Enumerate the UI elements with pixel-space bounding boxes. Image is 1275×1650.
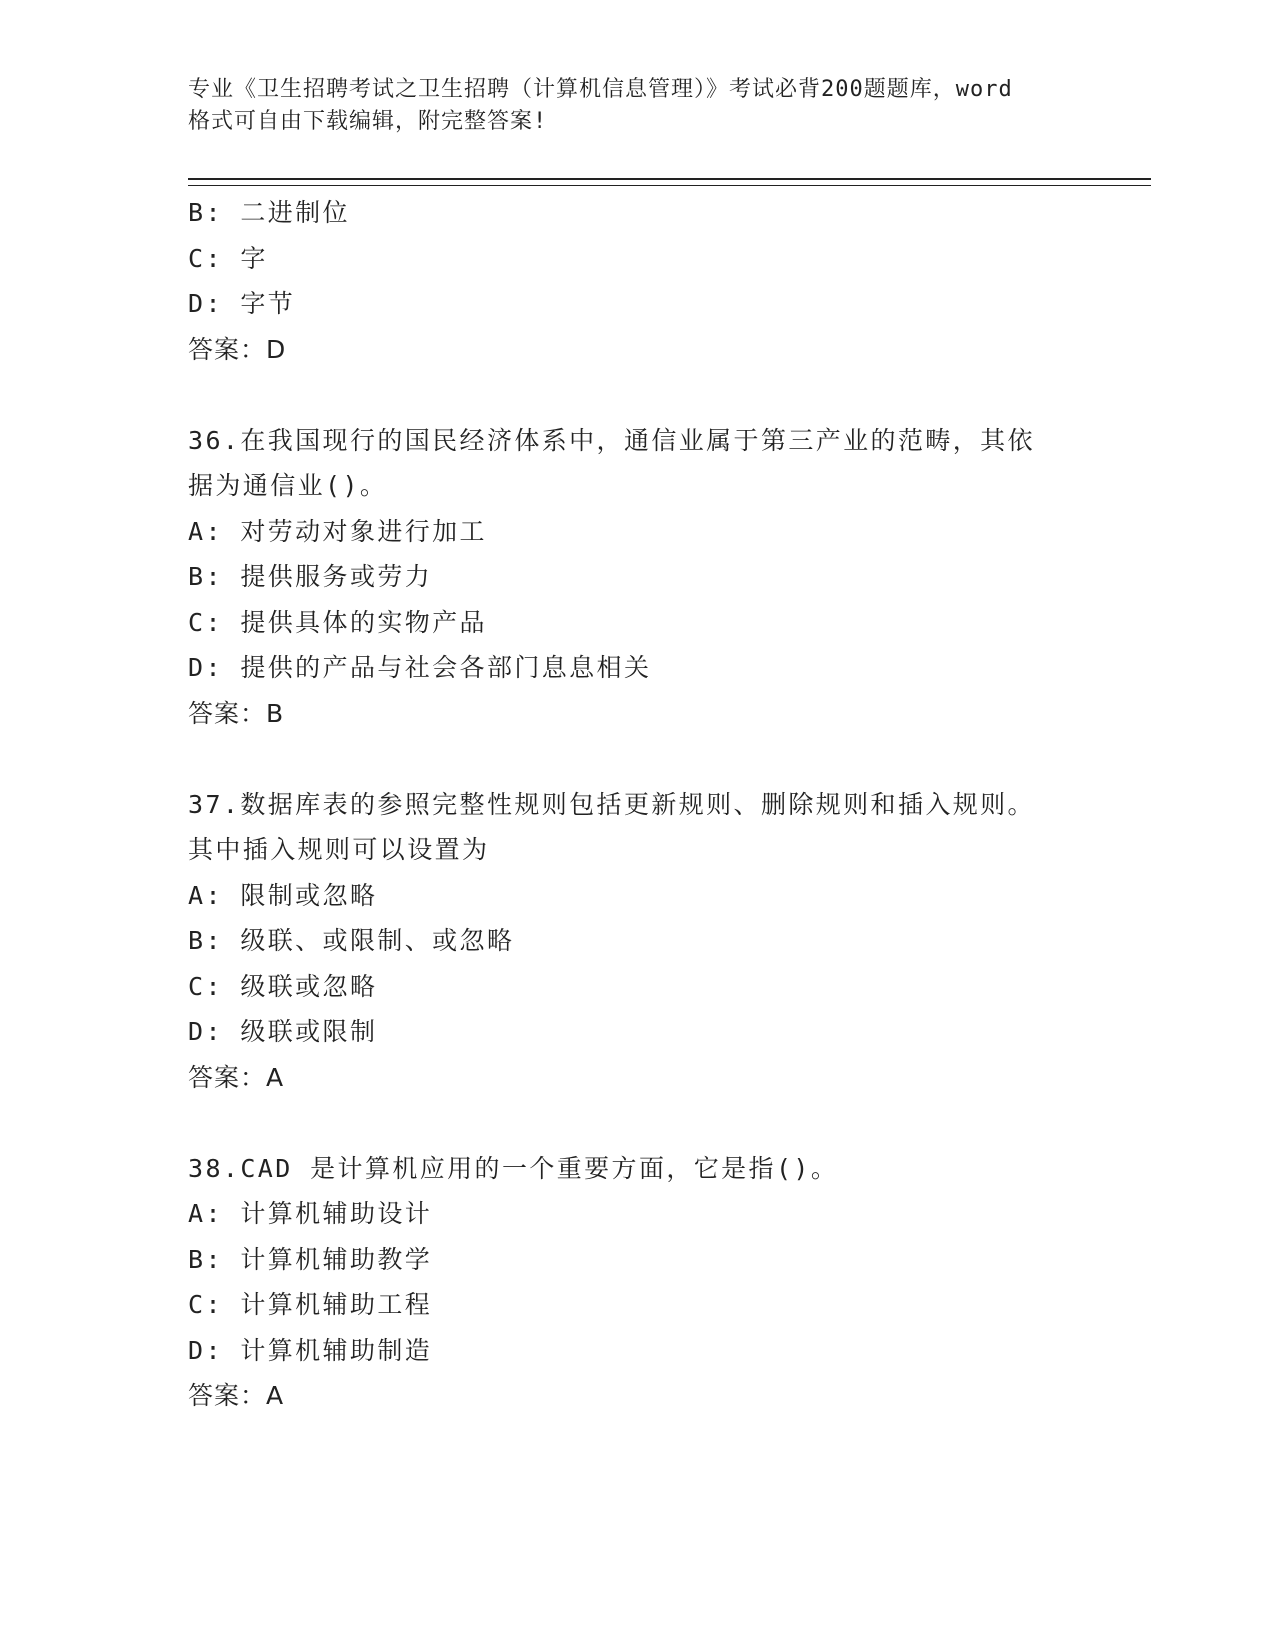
- option-b: B: 计算机辅助教学: [188, 1244, 433, 1274]
- answer: 答案：B: [188, 698, 285, 728]
- spacer: [188, 1100, 1088, 1146]
- header-divider: [188, 178, 1151, 186]
- header-title-line-2: 格式可自由下载编辑，附完整答案!: [188, 109, 548, 134]
- previous-question-tail: [188, 190, 1088, 372]
- answer: 答案：A: [188, 1062, 285, 1092]
- question-text-line: 38.CAD 是计算机应用的一个重要方面，它是指()。: [188, 1153, 839, 1183]
- answer: 答案：A: [188, 1381, 285, 1410]
- option-a: A: 限制或忽略: [188, 880, 378, 910]
- answer: 答案：D: [188, 334, 287, 364]
- option-d: D: 提供的产品与社会各部门息息相关: [188, 653, 652, 682]
- option-b: B: 提供服务或劳力: [188, 562, 433, 591]
- question-36: [188, 418, 1088, 737]
- question-text-line: 据为通信业()。: [188, 471, 388, 500]
- option-c: C: 提供具体的实物产品: [188, 607, 487, 637]
- spacer: [188, 372, 1088, 418]
- option-c: C: 计算机辅助工程: [188, 1290, 433, 1319]
- option-c: C: 字: [188, 243, 268, 273]
- option-d: D: 字节: [188, 289, 296, 318]
- question-38: [188, 1146, 1088, 1419]
- page-header: [188, 74, 1088, 138]
- question-text-line: 其中插入规则可以设置为: [188, 835, 490, 864]
- option-d: D: 级联或限制: [188, 1017, 378, 1046]
- option-b: B: 级联、或限制、或忽略: [188, 926, 515, 955]
- option-b: B: 二进制位: [188, 198, 350, 227]
- spacer: [188, 736, 1088, 782]
- question-text-line: 36.在我国现行的国民经济体系中，通信业属于第三产业的范畴，其依: [188, 425, 1035, 455]
- option-a: A: 对劳动对象进行加工: [188, 516, 487, 546]
- question-content: [188, 190, 1088, 1419]
- question-37: [188, 782, 1088, 1101]
- option-c: C: 级联或忽略: [188, 971, 378, 1001]
- header-title-line-1: 专业《卫生招聘考试之卫生招聘（计算机信息管理）》考试必背200题题库，word: [188, 77, 1013, 102]
- option-d: D: 计算机辅助制造: [188, 1335, 433, 1365]
- option-a: A: 计算机辅助设计: [188, 1199, 433, 1228]
- question-text-line: 37.数据库表的参照完整性规则包括更新规则、删除规则和插入规则。: [188, 789, 1035, 819]
